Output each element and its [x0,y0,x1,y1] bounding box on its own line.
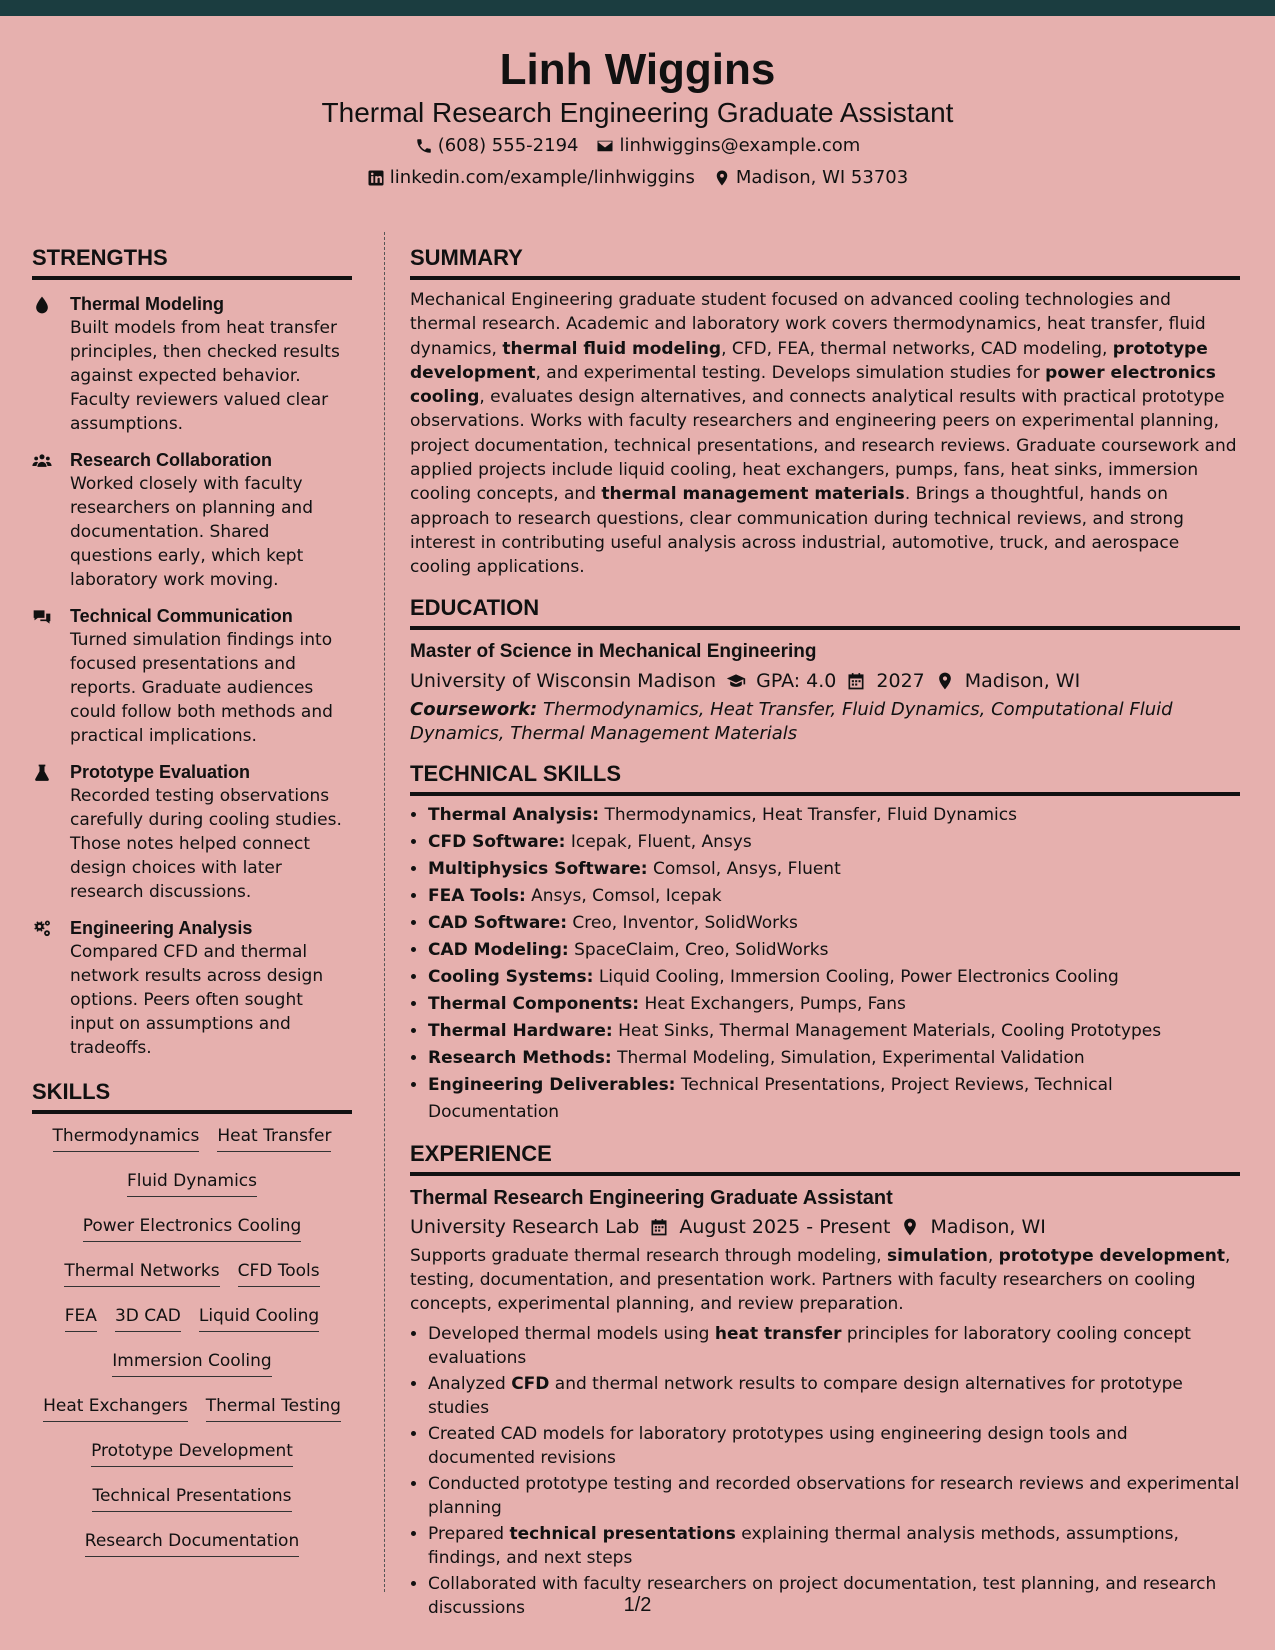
skill-category: Research Methods: [428,1047,612,1068]
strength-item [32,916,352,1060]
technical-skills-heading: TECHNICAL SKILLS [410,760,1240,796]
page-number: 1/2 [623,1594,652,1616]
job-org: University Research Lab [410,1215,640,1238]
droplet-icon [32,295,52,315]
text-run: Mechanical Engineering graduate student focused on advanced cooling technologies and thermal research. Academic and laboratory work covers thermodynamics, heat transfer, fluid dynamics, [410,290,1206,359]
job-meta [410,1212,1240,1242]
school-name: University of Wisconsin Madison [410,669,717,692]
education-meta [410,666,1240,696]
text-run: , and experimental testing. Develops simulation studies for [535,362,1046,383]
skill-values: Heat Exchangers, Pumps, Fans [644,993,906,1014]
skills-row [32,1304,352,1339]
skills-row [32,1349,352,1384]
text-run: Developed thermal models using [428,1323,715,1344]
skill-chip: Thermal Networks [64,1259,219,1287]
bold-phrase: thermal management materials [601,484,905,505]
skill-category: Thermal Hardware: [428,1020,613,1041]
skill-category: FEA Tools: [428,885,526,906]
strength-text: Worked closely with faculty researchers on planning and documentation. Shared questions early, which kept laboratory work moving. [70,474,313,590]
technical-skill-item [428,802,1240,829]
text-run: Created CAD models for laboratory prototypes using engineering design tools and documented revisions [428,1423,1128,1469]
technical-skill-item [428,964,1240,991]
bold-phrase: power electronics cooling [410,362,1216,408]
map-pin-icon [713,169,731,187]
phone-icon [415,137,433,155]
skill-values: Ansys, Comsol, Icepak [531,885,722,906]
text-run: Analyzed [428,1373,512,1394]
top-color-bar [0,0,1275,16]
bold-phrase: simulation [887,1245,988,1266]
skills-heading: SKILLS [32,1078,352,1114]
technical-skills-list [410,802,1240,1126]
summary-heading: SUMMARY [410,244,1240,280]
strength-text: Built models from heat transfer principles, then checked results against expected behavior. Faculty reviewers valued clear assumptions. [70,318,340,434]
technical-skill-item [428,1018,1240,1045]
strength-icon-wrap [32,916,70,1060]
skill-values: Comsol, Ansys, Fluent [652,858,841,879]
strength-body [70,292,352,436]
text-run: , evaluates design alternatives, and connects analytical results with practical prototype observations. Works with faculty researchers and engineering peers on experimental planning, project documentation, technical presentations, and research reviews. Graduate coursework and applied projects include liquid cooling, heat exchangers, pumps, fans, heat sinks, immersion cooling concepts, and [410,387,1237,505]
text-run: principles for laboratory cooling concept evaluations [428,1323,1191,1369]
skill-chip: Immersion Cooling [112,1349,271,1377]
education-section [410,594,1240,746]
envelope-icon [596,137,614,155]
skills-row [32,1169,352,1204]
experience-bullet [428,1522,1240,1571]
candidate-title: Thermal Research Engineering Graduate Assistant [321,97,954,128]
strength-body [70,760,352,904]
skill-chip: Thermodynamics [53,1124,200,1152]
linkedin-text[interactable]: linkedin.com/example/linhwiggins [389,167,695,188]
strength-icon-wrap [32,760,70,904]
text-run: , testing, documentation, and presentation work. Partners with faculty researchers on cooling concepts, experimental planning, and review preparation. [410,1245,1231,1314]
education-location: Madison, WI [964,669,1081,692]
skill-chip: Heat Exchangers [43,1394,188,1422]
bold-phrase: thermal fluid modeling [502,338,722,359]
job-bullets [410,1322,1240,1621]
linkedin-icon [367,169,385,187]
comments-icon [32,607,52,627]
skills-row [32,1259,352,1294]
strength-item [32,292,352,436]
text-run: , CFD, FEA, thermal networks, CAD modeling, [721,338,1113,359]
experience-heading: EXPERIENCE [410,1140,1240,1176]
text-run: explaining thermal analysis methods, assumptions, findings, and next steps [428,1523,1179,1569]
strength-item [32,760,352,904]
text-run: Conducted prototype testing and recorded observations for research reviews and experimental planning [428,1473,1240,1519]
skill-chip: Liquid Cooling [199,1304,319,1332]
strengths-list [32,292,352,1060]
technical-skill-item [428,1045,1240,1072]
skill-values: Heat Sinks, Thermal Management Materials, Cooling Prototypes [618,1020,1162,1041]
job-dates: August 2025 - Present [679,1215,891,1238]
experience-bullet [428,1472,1240,1521]
text-run: and thermal network results to compare design alternatives for prototype studies [428,1373,1183,1419]
skill-category: Engineering Deliverables: [428,1074,676,1095]
linkedin-item[interactable] [367,162,695,194]
strength-text: Compared CFD and thermal network results across design options. Peers often sought input on assumptions and tradeoffs. [70,942,324,1058]
technical-skill-item [428,829,1240,856]
skill-values: Creo, Inventor, SolidWorks [572,912,798,933]
skill-chip: 3D CAD [115,1304,181,1332]
skills-row [32,1529,352,1564]
text-run: , [987,1245,999,1266]
bold-phrase: technical presentations [509,1523,736,1544]
skill-category: CFD Software: [428,831,566,852]
strength-item [32,448,352,592]
job-location: Madison, WI [930,1215,1046,1238]
strength-body [70,916,352,1060]
contact-row-2 [0,162,1275,194]
calendar-icon [649,1217,669,1237]
candidate-name: Linh Wiggins [499,45,776,94]
skill-chip: Power Electronics Cooling [83,1214,302,1242]
skill-chip: CFD Tools [238,1259,320,1287]
phone-item [415,130,579,162]
skills-row [32,1484,352,1519]
technical-skill-item [428,856,1240,883]
skill-chip: FEA [65,1304,97,1332]
map-pin-icon [900,1217,920,1237]
bold-phrase: prototype development [410,338,1208,383]
location-item [713,162,908,194]
job-description [410,1244,1240,1316]
strength-title: Engineering Analysis [70,918,253,938]
experience-section [410,1140,1240,1621]
column-divider [384,232,385,1592]
strength-icon-wrap [32,448,70,592]
strength-text: Turned simulation findings into focused presentations and reports. Graduate audiences could follow both methods and practical implications. [70,630,333,746]
strength-text: Recorded testing observations carefully during cooling studies. Those notes helped connect design choices with later research discussions. [70,786,342,902]
skill-values: Technical Presentations, Project Reviews, Technical Documentation [428,1074,1113,1122]
text-run: . Brings a thoughtful, hands on approach to research questions, clear communication during technical reviews, and strong interest in contributing useful analysis across industrial, automotive, truck, and aerospace cooling applications. [410,484,1184,578]
skill-category: CAD Software: [428,912,567,933]
strength-icon-wrap [32,604,70,748]
experience-bullet [428,1322,1240,1371]
technical-skill-item [428,910,1240,937]
coursework-list: Thermodynamics, Heat Transfer, Fluid Dynamics, Computational Fluid Dynamics, Thermal Management Materials [410,698,1173,744]
location-text: Madison, WI 53703 [735,167,909,188]
education-heading: EDUCATION [410,594,1240,630]
skills-row [32,1439,352,1474]
summary-text [410,288,1240,580]
technical-skill-item [428,1072,1240,1126]
text-run: Prepared [428,1523,510,1544]
skills-chips [32,1124,352,1564]
skills-row [32,1394,352,1429]
strength-title: Thermal Modeling [70,294,225,314]
resume-header [0,16,1275,204]
strength-title: Technical Communication [70,606,293,626]
experience-bullet [428,1422,1240,1471]
strength-item [32,604,352,748]
skill-category: Thermal Analysis: [428,804,600,825]
skill-category: CAD Modeling: [428,939,569,960]
graduation-cap-icon [726,671,746,691]
skill-chip: Thermal Testing [206,1394,341,1422]
contact-row-1 [0,130,1275,162]
skills-row [32,1214,352,1249]
bold-phrase: heat transfer [714,1323,842,1344]
skills-row [32,1124,352,1159]
skill-category: Multiphysics Software: [428,858,648,879]
strength-icon-wrap [32,292,70,436]
skill-values: SpaceClaim, Creo, SolidWorks [574,939,829,960]
users-icon [32,451,52,471]
coursework [410,698,1240,746]
skill-values: Liquid Cooling, Immersion Cooling, Power Electronics Cooling [598,966,1119,987]
strength-body [70,604,352,748]
strength-title: Research Collaboration [70,450,273,470]
gears-icon [32,919,52,939]
strength-title: Prototype Evaluation [70,762,251,782]
bold-phrase: CFD [511,1373,550,1394]
technical-skills-section [410,760,1240,1126]
coursework-label: Coursework: [410,698,538,720]
strength-body [70,448,352,592]
skill-category: Thermal Components: [428,993,640,1014]
email-item[interactable] [596,130,860,162]
phone-text: (608) 555-2194 [437,135,579,156]
gpa-text: GPA: 4.0 [756,669,837,692]
calendar-icon [846,671,866,691]
skill-category: Cooling Systems: [428,966,594,987]
graduation-year: 2027 [876,669,925,692]
job-title: Thermal Research Engineering Graduate Assistant [410,1186,893,1209]
skill-chip: Prototype Development [91,1439,293,1467]
bold-phrase: prototype development [998,1245,1225,1266]
strengths-heading: STRENGTHS [32,244,352,280]
skill-chip: Research Documentation [85,1529,299,1557]
map-pin-icon [935,671,955,691]
experience-bullet [428,1372,1240,1421]
skill-chip: Technical Presentations [92,1484,291,1512]
skill-values: Icepak, Fluent, Ansys [570,831,752,852]
skill-chip: Fluid Dynamics [127,1169,257,1197]
technical-skill-item [428,991,1240,1018]
left-column [32,244,352,1564]
right-column [410,244,1240,1622]
text-run: Collaborated with faculty researchers on project documentation, test planning, and research discussions [428,1573,1217,1619]
email-text[interactable]: linhwiggins@example.com [619,135,861,156]
text-run: Supports graduate thermal research through modeling, [410,1245,888,1266]
skill-values: Thermal Modeling, Simulation, Experimental Validation [617,1047,1085,1068]
technical-skill-item [428,883,1240,910]
skill-chip: Heat Transfer [217,1124,331,1152]
skill-values: Thermodynamics, Heat Transfer, Fluid Dynamics [604,804,1017,825]
technical-skill-item [428,937,1240,964]
degree-name: Master of Science in Mechanical Engineering [410,640,817,662]
flask-icon [32,763,52,783]
